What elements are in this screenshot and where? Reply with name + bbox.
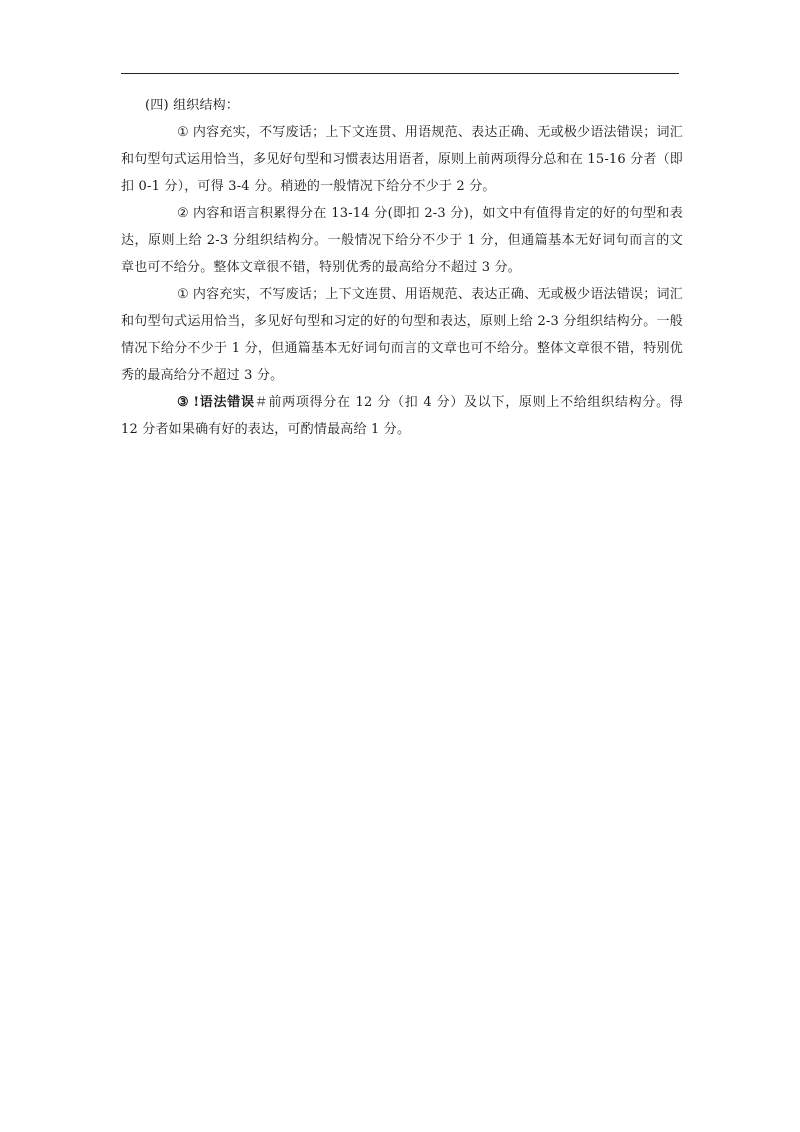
paragraph-3-text: 内容充实，不写废话；上下文连贯、用语规范、表达正确、无或极少语法错误；词汇和句型句式运用恰当，多见好句型和习定的好的句型和表达，原则上给 2-3 分组织结构分。一般情况下给分不少于 1 分，但通篇基本无好词句而言的文章也可不给分。整体文章很不错，特别优秀的最高给分不超过 3 分。	[121, 287, 683, 383]
header-rule	[121, 73, 679, 74]
paragraph-1-marker: ①	[177, 125, 189, 140]
paragraph-2	[121, 200, 683, 281]
paragraph-3	[121, 281, 683, 389]
paragraph-1-text: 内容充实，不写废话；上下文连贯、用语规范、表达正确、无或极少语法错误；词汇和句型句式运用恰当，多见好句型和习惯表达用语者，原则上前两项得分总和在 15-16 分者（即扣 0-1 分），可得 3-4 分。稍逊的一般情况下给分不少于 2 分。	[121, 125, 683, 194]
paragraph-2-marker: ②	[177, 206, 190, 221]
paragraph-4-text: ＃前两项得分在 12 分（扣 4 分）及以下，原则上不给组织结构分。得 12 分者如果确有好的表达，可酌情最高给 1 分。	[121, 395, 683, 437]
section-heading: (四) 组织结构：	[145, 98, 240, 113]
paragraph-4	[121, 389, 683, 443]
paragraph-4-label: !语法错误	[193, 395, 255, 410]
paragraph-2-text: 内容和语言积累得分在 13-14 分(即扣 2-3 分)，如文中有值得肯定的好的句型和表达，原则上给 2-3 分组织结构分。一般情况下给分不少于 1 分，但通篇基本无好词句而言的文章也可不给分。整体文章很不错，特别优秀的最高给分不超过 3 分。	[121, 206, 683, 275]
paragraph-3-marker: ①	[177, 287, 189, 302]
paragraph-4-marker: ③	[177, 395, 190, 410]
paragraph-1	[121, 119, 683, 200]
document-body	[121, 92, 683, 443]
